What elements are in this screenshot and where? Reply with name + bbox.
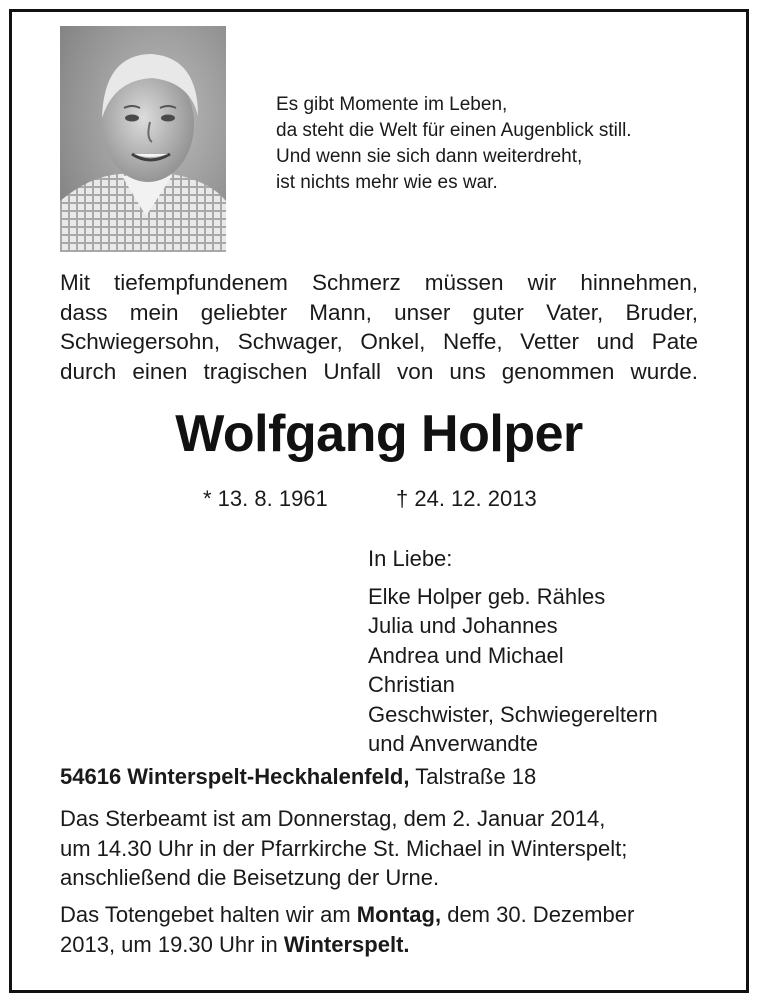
- prayer-line: [60, 930, 700, 960]
- prayer-day: Montag,: [356, 902, 442, 927]
- announcement-line: Schwiegersohn, Schwager, Onkel, Neffe, Vetter und Pate: [60, 329, 698, 354]
- announcement-line: Mit tiefempfundenem Schmerz müssen wir hinnehmen,: [60, 270, 698, 295]
- birth-date: * 13. 8. 1961: [203, 486, 328, 511]
- mourner-entry: Andrea und Michael: [368, 642, 564, 668]
- poem-line: ist nichts mehr wie es war.: [276, 172, 498, 193]
- mourners-list: [368, 544, 728, 759]
- poem-line: da steht die Welt für einen Augenblick still.: [276, 120, 632, 141]
- funeral-line: anschließend die Beisetzung der Urne.: [60, 865, 440, 890]
- announcement-line: dass mein geliebter Mann, unser guter Vater, Bruder,: [60, 299, 698, 325]
- funeral-line: Das Sterbeamt ist am Donnerstag, dem 2. Januar 2014,: [60, 806, 606, 831]
- announcement-line: durch einen tragischen Unfall von uns genommen wurde.: [60, 358, 698, 384]
- prayer-text: dem 30. Dezember: [441, 902, 635, 927]
- portrait-photo: [60, 26, 226, 252]
- funeral-line: um 14.30 Uhr in der Pfarrkirche St. Michael in Winterspelt;: [60, 835, 628, 861]
- memorial-poem: [276, 92, 736, 196]
- address-place: 54616 Winterspelt-Heckhalenfeld,: [60, 764, 410, 789]
- prayer-line: [60, 900, 700, 930]
- mourner-entry: Elke Holper geb. Rähles: [368, 583, 606, 609]
- mourner-entry: Christian: [368, 672, 455, 697]
- poem-line: Es gibt Momente im Leben,: [276, 94, 508, 115]
- funeral-mass-info: [60, 804, 700, 893]
- mourner-entry: Geschwister, Schwiegereltern: [368, 701, 658, 727]
- mourner-entry: und Anverwandte: [368, 731, 539, 756]
- prayer-text: 2013, um 19.30 Uhr in: [60, 931, 284, 957]
- prayer-place: Winterspelt.: [283, 931, 410, 957]
- wake-prayer-info: [60, 900, 700, 959]
- deceased-name: Wolfgang Holper: [175, 405, 583, 463]
- mourners-heading: In Liebe:: [368, 546, 453, 571]
- death-date: † 24. 12. 2013: [396, 486, 537, 511]
- address-street: Talstraße 18: [415, 764, 537, 789]
- family-address: [60, 764, 536, 790]
- mourner-entry: Julia und Johannes: [368, 613, 558, 638]
- prayer-text: Das Totengebet halten wir am: [60, 902, 357, 927]
- announcement-text: [60, 268, 698, 386]
- poem-line: Und wenn sie sich dann weiterdreht,: [276, 146, 583, 167]
